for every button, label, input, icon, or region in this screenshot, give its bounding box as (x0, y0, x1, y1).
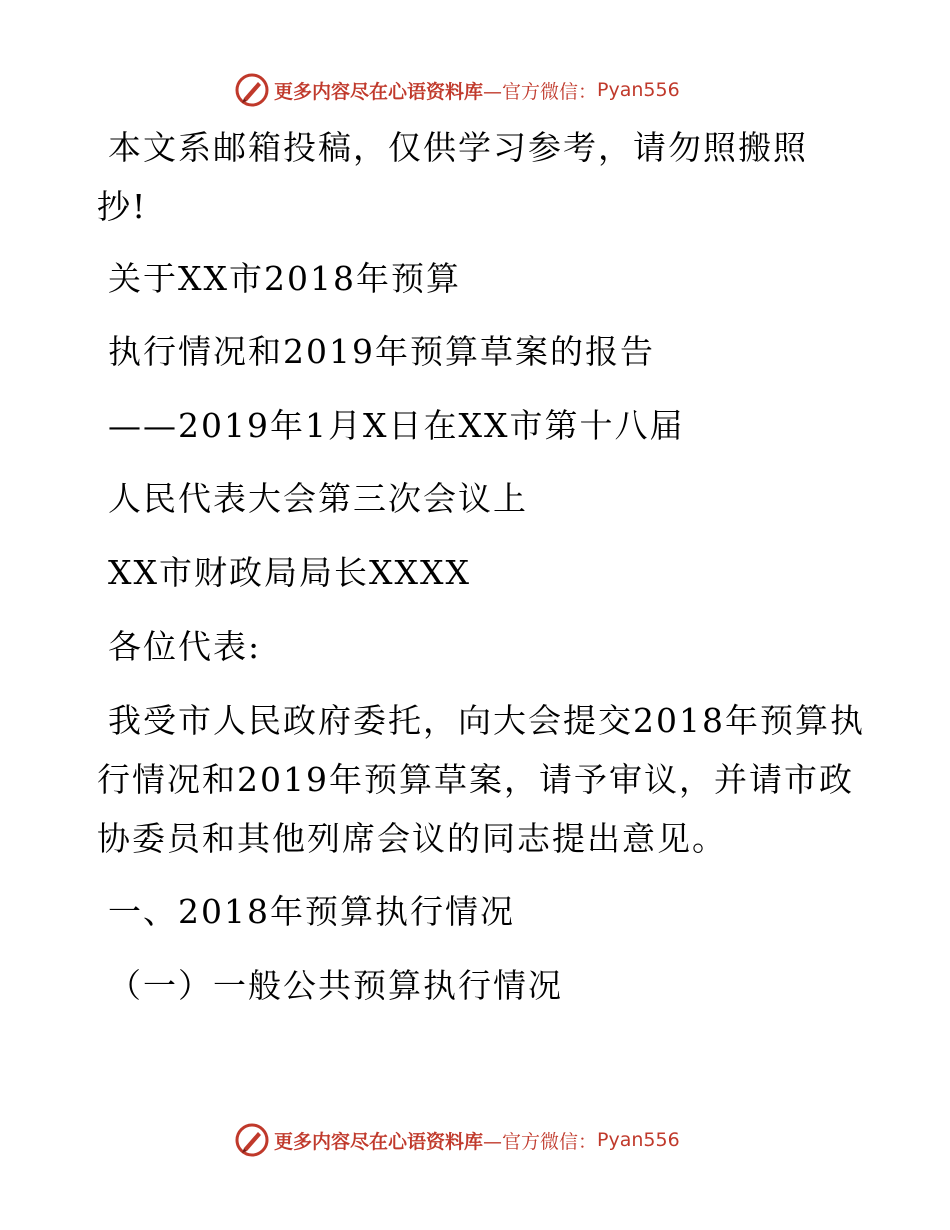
author-line: XX市财政局局长XXXX (108, 553, 471, 592)
subtitle-line-2: 人民代表大会第三次会议上 (108, 479, 528, 518)
paragraph-line-2: 行情况和2019年预算草案，请予审议，并请市政 (97, 760, 854, 799)
watermark-footer (234, 1120, 680, 1160)
pen-logo-icon (234, 72, 270, 108)
pen-logo-icon (234, 1122, 270, 1158)
paragraph-line-1: 我受市人民政府委托，向大会提交2018年预算执 (108, 701, 865, 740)
paragraph-line-3: 协委员和其他列席会议的同志提出意见。 (97, 819, 727, 858)
watermark-text: 更多内容尽在心语资料库 (274, 80, 484, 103)
watermark-wechat-id: Pyan556 (597, 79, 680, 101)
title-line-1: 关于XX市2018年预算 (108, 259, 461, 298)
watermark-text: 更多内容尽在心语资料库 (274, 1130, 484, 1153)
watermark-separator: —官方微信： (483, 1130, 598, 1153)
notice-line-1: 本文系邮箱投稿，仅供学习参考，请勿照搬照 (108, 128, 808, 167)
salutation: 各位代表: (108, 627, 262, 666)
section-heading-1: 一、2018年预算执行情况 (108, 892, 515, 931)
notice-line-2: 抄! (97, 187, 148, 226)
title-line-2: 执行情况和2019年预算草案的报告 (108, 332, 655, 371)
watermark-separator: —官方微信： (483, 80, 598, 103)
section-heading-2: （一）一般公共预算执行情况 (108, 966, 563, 1005)
subtitle-line-1: ——2019年1月X日在XX市第十八届 (108, 406, 685, 445)
watermark-header (234, 70, 680, 110)
watermark-wechat-id: Pyan556 (597, 1129, 680, 1151)
